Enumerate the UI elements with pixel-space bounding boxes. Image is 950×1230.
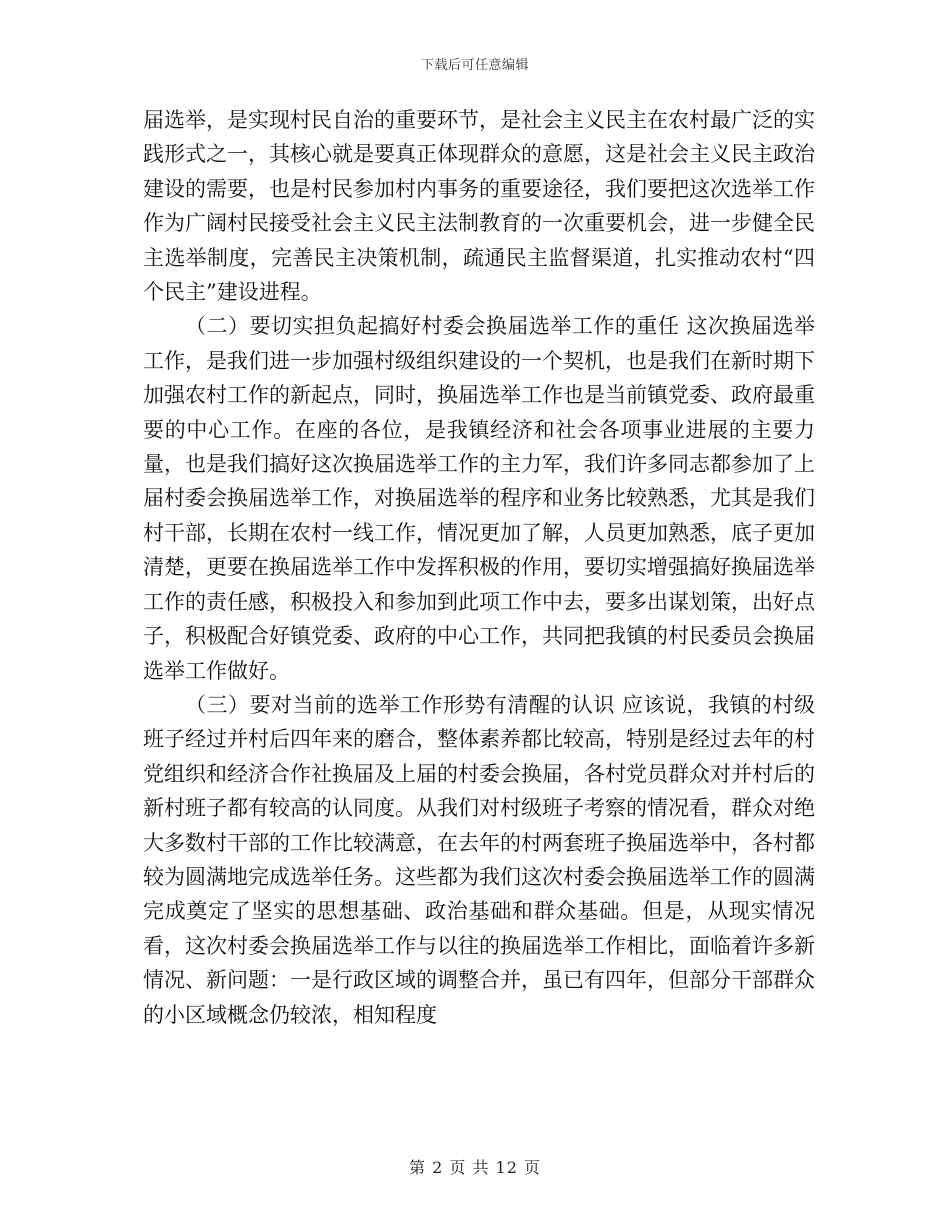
body-text	[143, 103, 815, 1032]
paragraph-section-3: （三）要对当前的选举工作形势有清醒的认识 应该说，我镇的村级班子经过并村后四年来的磨合，整体素养都比较高，特别是经过去年的村党组织和经济合作社换届及上届的村委会换届，各村党员群众对并村后的新村班子都有较高的认同度。从我们对村级班子考察的情况看，群众对绝大多数村干部的工作比较满意，在去年的村两套班子换届选举中，各村都较为圆满地完成选举任务。这些都为我们这次村委会换届选举工作的圆满完成奠定了坚实的思想基础、政治基础和群众基础。但是，从现实情况看，这次村委会换届选举工作与以往的换届选举工作相比，面临着许多新情况、新问题：一是行政区域的调整合并，虽已有四年，但部分干部群众的小区域概念仍较浓，相知程度	[143, 692, 815, 1027]
paragraph-section-2: （二）要切实担负起搞好村委会换届选举工作的重任 这次换届选举工作，是我们进一步加强村级组织建设的一个契机，也是我们在新时期下加强农村工作的新起点，同时，换届选举工作也是当前镇党委、政府最重要的中心工作。在座的各位，是我镇经济和社会各项事业进展的主要力量，也是我们搞好这次换届选举工作的主力军，我们许多同志都参加了上届村委会换届选举工作，对换届选举的程序和业务比较熟悉，尤其是我们村干部，长期在农村一线工作，情况更加了解，人员更加熟悉，底子更加清楚，更要在换届选举工作中发挥积极的作用，要切实增强搞好换届选举工作的责任感，积极投入和参加到此项工作中去，要多出谋划策，出好点子，积极配合好镇党委、政府的中心工作，共同把我镇的村民委员会换届选举工作做好。	[143, 314, 815, 683]
page-header: 下载后可任意编辑	[420, 58, 529, 73]
page-number-footer: 第 2 页 共 12 页	[409, 1158, 541, 1177]
paragraph-continuation: 届选举，是实现村民自治的重要环节，是社会主义民主在农村最广泛的实践形式之一，其核心就是要真正体现群众的意愿，这是社会主义民主政治建设的需要，也是村民参加村内事务的重要途径，我们要把这次选举工作作为广阔村民接受社会主义民主法制教育的一次重要机会，进一步健全民主选举制度，完善民主决策机制，疏通民主监督渠道，扎实推动农村“四个民主”建设进程。	[143, 108, 815, 305]
